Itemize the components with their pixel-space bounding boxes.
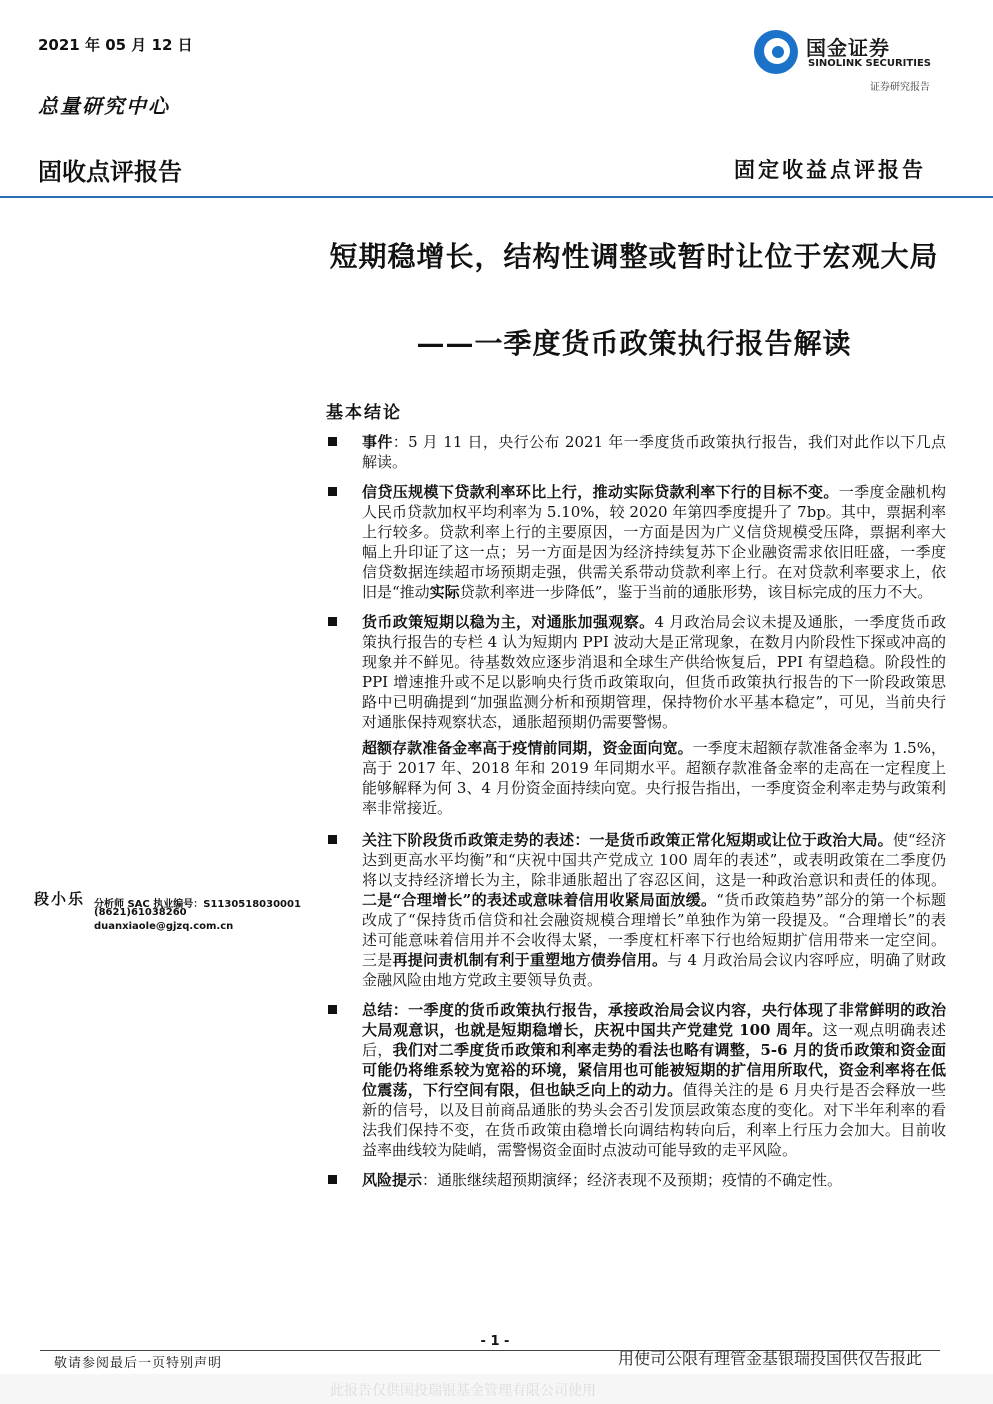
bullet-bold: 关注下阶段货币政策走势的表述：一是货币政策正常化短期或让位于政治大局。 — [362, 831, 893, 849]
bullet-text: “货币政策趋势”部分的第一个标题改成了“保持货币信贷和社会融资规模合理增长”单独作为第一段提及。“合理增长”的表述可能意味着信用并不会收得太紧，一季度杠杆率下行也给短期扩信用带来一定空间。三是 — [362, 891, 947, 969]
bullet-square-icon — [328, 1175, 337, 1184]
report-title: 短期稳增长，结构性调整或暂时让位于宏观大局 — [329, 240, 939, 273]
logo-english-name: SINOLINK SECURITIES — [808, 58, 931, 69]
bullet-risk — [326, 1170, 946, 1190]
bullet-bold: 货币政策短期以稳为主，对通胀加强观察。 — [362, 613, 655, 631]
bullet-text: 值得关注的是 6 月央行是否会释放一些新的信号，以及目前商品通胀的势头会否引发顶层政策态度的变化。对下半年利率的看法我们保持不变，在货币政策由稳增长向调结构转向后，利率上行压力会加大。目前收益率曲线较为陡峭，需警惕资金面时点波动可能导致的走平风险。 — [362, 1081, 946, 1159]
paragraph-bold: 超额存款准备金率高于疫情前同期，资金面向宽。 — [362, 739, 693, 757]
analyst-phone: (8621)61038260 — [94, 907, 187, 918]
bullet-bold: 信贷压规模下贷款利率环比上行，推动实际贷款利率下行的目标不变。 — [362, 483, 839, 501]
bullet-loan-rate — [326, 482, 946, 602]
bullet-text: 与 4 月政治局会议内容呼应，明确了财政金融风险由地方党政主要领导负责。 — [362, 951, 946, 989]
bullet-text: 4 月政治局会议未提及通胀，一季度货币政策执行报告的专栏 4 认为短期内 PPI 波动大是正常现象，在数月内阶段性下探或冲高的现象并不鲜见。待基数效应逐步消退和全球生产供给恢复后，PPI 有望趋稳。阶段性的 PPI 增速推升或不足以影响央行货币政策取向，但货币政策执行报告的下一阶段政策思路中已明确提到“加强监测分析和预期管理，保持物价水平基本稳定”，可见，当前央行对通胀保持观察状态，通胀超预期仍需要警惕。 — [362, 613, 946, 731]
bullet-square-icon — [328, 1005, 337, 1014]
bullet-bold: 我们对二季度货币政策和利率走势的看法也略有调整，5-6 月的货币政策和资金面可能仍将维系较为宽裕的环境，紧信用也可能被短期的扩信用所取代，资金利率将在低位震荡，下行空间有限，但也缺乏向上的动力。 — [362, 1041, 946, 1099]
logo-mark-icon — [754, 30, 798, 74]
report-date: 2021 年 05 月 12 日 — [38, 36, 193, 54]
page-number: - 1 - — [480, 1334, 510, 1349]
bullet-bold: 再提问责机制有利于重塑地方债券信用。 — [392, 951, 668, 969]
bullet-bold: 二是“合理增长”的表述或意味着信用收紧局面放缓。 — [362, 891, 717, 909]
bullet-summary — [326, 1000, 946, 1160]
bullet-text: 这一观点明确表述后， — [362, 1021, 946, 1059]
bullet-text: 一季度金融机构人民币贷款加权平均利率为 5.10%，较 2020 年第四季度提升了 7bp。其中，票据利率上行较多。贷款利率上行的主要原因，一方面是因为广义信贷规模受压降，票据利率大幅上升印证了这一点；另一方面是因为经济持续复苏下企业融资需求依旧旺盛，一季度信贷数据连续超市场预期走强，供需关系带动贷款利率上行。在对贷款利率要求上，依旧是“推动 — [362, 483, 946, 601]
paragraph-text: 一季度末超额存款准备金率为 1.5%，高于 2017 年、2018 年和 2019 年同期水平。超额存款准备金率的走高在一定程度上能够解释为何 3、4 月份资金面持续向宽。央行报告指出，一季度资金利率走势与政策利率非常接近。 — [362, 739, 946, 817]
report-subtitle: ——一季度货币政策执行报告解读 — [416, 327, 852, 360]
bullet-policy-outlook — [326, 830, 946, 990]
logo-chinese-name: 国金证券 — [806, 36, 890, 60]
bullet-text: 使“经济达到更高水平均衡”和“庆祝中国共产党成立 100 周年的表述”，或表明政策在二季度仍将以支持经济增长为主，除非通胀超出了容忍区间，这是一种政治意识和责任的体现。 — [362, 831, 946, 889]
bullet-square-icon — [328, 835, 337, 844]
analyst-sac-number: 分析师 SAC 执业编号：S1130518030001 — [94, 899, 301, 910]
bottom-watermark-text: 此报告仅供国投瑞银基金管理有限公司使用 — [330, 1383, 596, 1399]
bullet-text: 贷款利率进一步降低”，鉴于当前的通胀形势，该目标完成的压力不大。 — [459, 583, 933, 601]
analyst-name: 段小乐 — [34, 890, 86, 908]
bullet-bold: 事件 — [362, 433, 393, 451]
section-heading: 基本结论 — [326, 403, 402, 423]
bullet-event — [326, 432, 946, 472]
bullet-bold: 风险提示 — [362, 1171, 423, 1189]
bullet-text: ：通胀继续超预期演绎；经济表现不及预期；疫情的不确定性。 — [422, 1171, 843, 1189]
bullet-text: ：5 月 11 日，央行公布 2021 年一季度货币政策执行报告，我们对此作以下几点解读。 — [362, 433, 946, 471]
footer-watermark: 用使司公限有理管金基银瑞投国供仅告报此 — [618, 1349, 923, 1368]
bullet-square-icon — [328, 487, 337, 496]
bullet-bold: 实际 — [429, 583, 460, 601]
header-divider — [0, 196, 993, 198]
department-name: 总量研究中心 — [38, 94, 170, 118]
report-type-right: 固定收益点评报告 — [734, 157, 926, 182]
paragraph-excess-reserve — [326, 738, 946, 818]
logo-subtitle: 证券研究报告 — [870, 82, 930, 93]
bullet-square-icon — [328, 617, 337, 626]
bullet-square-icon — [328, 437, 337, 446]
bullet-monetary-policy — [326, 612, 946, 732]
conclusions-body — [326, 432, 946, 1200]
footer-disclaimer: 敬请参阅最后一页特别声明 — [54, 1356, 223, 1371]
analyst-email: duanxiaole@gjzq.com.cn — [94, 921, 234, 932]
report-type-left: 固收点评报告 — [38, 158, 182, 186]
bullet-bold: 总结：一季度的货币政策执行报告，承接政治局会议内容，央行体现了非常鲜明的政治大局观意识，也就是短期稳增长，庆祝中国共产党建党 100 周年。 — [362, 1001, 946, 1039]
